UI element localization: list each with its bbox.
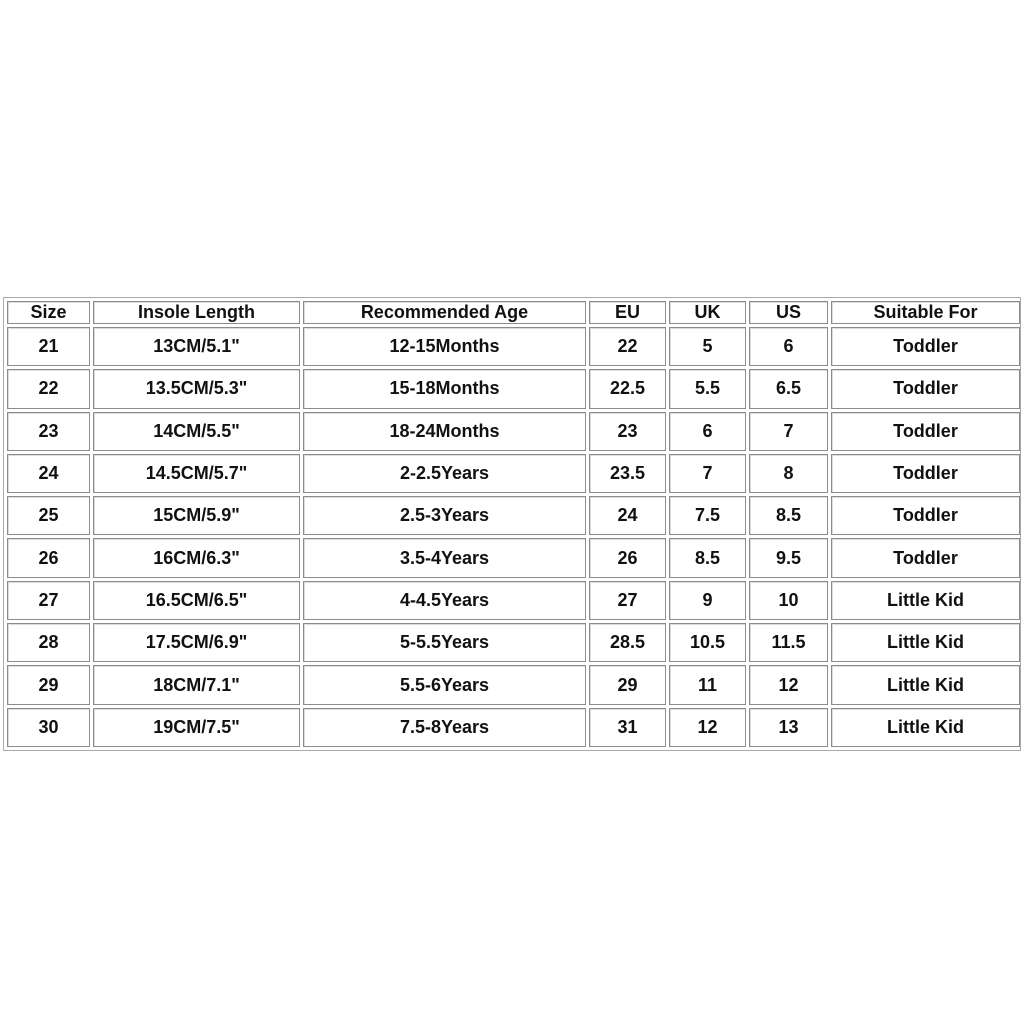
cell-size: 30: [7, 708, 90, 747]
cell-eu: 26: [589, 538, 666, 577]
cell-suitable-for: Toddler: [831, 538, 1020, 577]
table-row: [7, 665, 1020, 704]
cell-uk: 7.5: [669, 496, 746, 535]
cell-uk: 7: [669, 454, 746, 493]
size-chart: [3, 297, 1021, 751]
table-row: [7, 708, 1020, 747]
cell-recommended-age: 2-2.5Years: [303, 454, 586, 493]
cell-eu: 31: [589, 708, 666, 747]
cell-eu: 22.5: [589, 369, 666, 408]
size-table: [4, 298, 1023, 750]
cell-suitable-for: Little Kid: [831, 665, 1020, 704]
cell-uk: 5: [669, 327, 746, 366]
cell-recommended-age: 15-18Months: [303, 369, 586, 408]
cell-size: 24: [7, 454, 90, 493]
cell-size: 27: [7, 581, 90, 620]
cell-insole-length: 16CM/6.3": [93, 538, 300, 577]
cell-us: 8: [749, 454, 828, 493]
cell-suitable-for: Little Kid: [831, 708, 1020, 747]
cell-us: 11.5: [749, 623, 828, 662]
cell-uk: 8.5: [669, 538, 746, 577]
cell-size: 28: [7, 623, 90, 662]
header-eu: EU: [589, 301, 666, 324]
cell-recommended-age: 5-5.5Years: [303, 623, 586, 662]
header-us: US: [749, 301, 828, 324]
cell-size: 26: [7, 538, 90, 577]
cell-eu: 23.5: [589, 454, 666, 493]
table-row: [7, 369, 1020, 408]
cell-recommended-age: 7.5-8Years: [303, 708, 586, 747]
cell-recommended-age: 2.5-3Years: [303, 496, 586, 535]
cell-uk: 11: [669, 665, 746, 704]
cell-size: 23: [7, 412, 90, 451]
cell-uk: 12: [669, 708, 746, 747]
cell-insole-length: 13.5CM/5.3": [93, 369, 300, 408]
cell-us: 8.5: [749, 496, 828, 535]
table-row: [7, 496, 1020, 535]
table-row: [7, 581, 1020, 620]
cell-suitable-for: Little Kid: [831, 581, 1020, 620]
cell-eu: 28.5: [589, 623, 666, 662]
cell-us: 9.5: [749, 538, 828, 577]
cell-recommended-age: 4-4.5Years: [303, 581, 586, 620]
header-insole-length: Insole Length: [93, 301, 300, 324]
cell-suitable-for: Toddler: [831, 496, 1020, 535]
cell-insole-length: 14.5CM/5.7": [93, 454, 300, 493]
cell-us: 10: [749, 581, 828, 620]
cell-size: 25: [7, 496, 90, 535]
cell-eu: 22: [589, 327, 666, 366]
cell-uk: 6: [669, 412, 746, 451]
cell-suitable-for: Little Kid: [831, 623, 1020, 662]
cell-eu: 29: [589, 665, 666, 704]
header-size: Size: [7, 301, 90, 324]
cell-insole-length: 16.5CM/6.5": [93, 581, 300, 620]
cell-uk: 9: [669, 581, 746, 620]
cell-recommended-age: 18-24Months: [303, 412, 586, 451]
header-suitable-for: Suitable For: [831, 301, 1020, 324]
cell-eu: 24: [589, 496, 666, 535]
cell-us: 7: [749, 412, 828, 451]
cell-uk: 10.5: [669, 623, 746, 662]
cell-suitable-for: Toddler: [831, 369, 1020, 408]
table-row: [7, 454, 1020, 493]
cell-us: 6: [749, 327, 828, 366]
cell-insole-length: 15CM/5.9": [93, 496, 300, 535]
cell-suitable-for: Toddler: [831, 327, 1020, 366]
cell-size: 21: [7, 327, 90, 366]
cell-size: 22: [7, 369, 90, 408]
table-row: [7, 327, 1020, 366]
header-uk: UK: [669, 301, 746, 324]
table-header-row: [7, 301, 1020, 324]
table-row: [7, 412, 1020, 451]
cell-recommended-age: 3.5-4Years: [303, 538, 586, 577]
cell-us: 12: [749, 665, 828, 704]
cell-eu: 23: [589, 412, 666, 451]
cell-insole-length: 18CM/7.1": [93, 665, 300, 704]
cell-us: 13: [749, 708, 828, 747]
cell-suitable-for: Toddler: [831, 412, 1020, 451]
table-row: [7, 623, 1020, 662]
cell-insole-length: 13CM/5.1": [93, 327, 300, 366]
cell-eu: 27: [589, 581, 666, 620]
cell-uk: 5.5: [669, 369, 746, 408]
cell-suitable-for: Toddler: [831, 454, 1020, 493]
table-row: [7, 538, 1020, 577]
cell-insole-length: 19CM/7.5": [93, 708, 300, 747]
cell-insole-length: 17.5CM/6.9": [93, 623, 300, 662]
cell-insole-length: 14CM/5.5": [93, 412, 300, 451]
cell-size: 29: [7, 665, 90, 704]
cell-us: 6.5: [749, 369, 828, 408]
header-recommended-age: Recommended Age: [303, 301, 586, 324]
cell-recommended-age: 5.5-6Years: [303, 665, 586, 704]
cell-recommended-age: 12-15Months: [303, 327, 586, 366]
